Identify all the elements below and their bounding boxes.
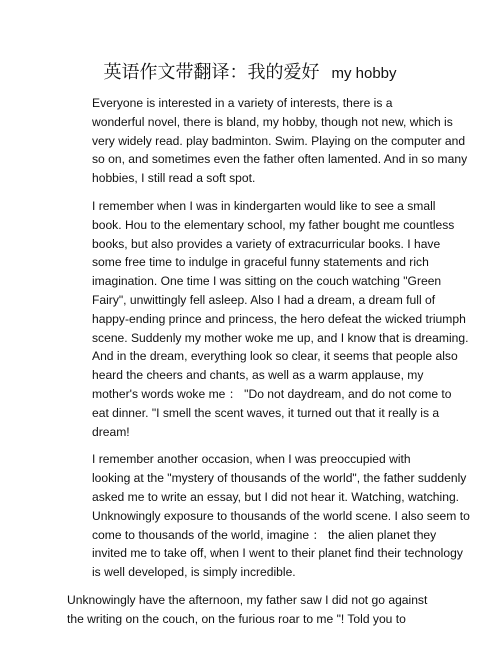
text-line: very widely read. play badminton. Swim. Playing on the computer and: [92, 133, 466, 148]
text-line: I remember another occasion, when I was preoccupied with: [92, 452, 411, 467]
paragraph-2: [67, 197, 469, 441]
document-body: [67, 94, 470, 638]
title-english: my hobby: [331, 65, 397, 82]
text-line: the writing on the couch, on the furious roar to me "! Told you to: [67, 611, 406, 626]
text-line: come to thousands of the world, imagine ： the alien planet they: [92, 527, 437, 542]
text-line: And in the dream, everything look so clear, it seems that people also: [92, 349, 458, 364]
paragraph-1: [67, 94, 468, 188]
text-line: asked me to write an essay, but I did not hear it. Watching, watching.: [92, 489, 460, 504]
text-line: happy-ending prince and princess, the hero defeat the wicked triumph: [92, 311, 466, 326]
text-line: so on, and sometimes even the father often lamented. And in so many: [92, 152, 468, 167]
text-line: hobbies, I still read a soft spot.: [92, 171, 256, 186]
text-line: Fairy", unwittingly fell asleep. Also I had a dream, a dream full of: [92, 292, 436, 307]
text-line: books, but also provides a variety of extracurricular books. I have: [92, 236, 441, 251]
text-line: wonderful novel, there is bland, my hobby, though not new, which is: [92, 114, 453, 129]
text-line: eat dinner. "I smell the scent waves, it turned out that it really is a: [92, 405, 440, 420]
text-line: mother's words woke me ： "Do not daydream, and do not come to: [92, 386, 452, 401]
paragraph-4: [67, 591, 428, 629]
text-line: book. Hou to the elementary school, my father bought me countless: [92, 217, 455, 232]
text-line: invited me to take off, when I went to their planet find their technology: [92, 546, 463, 561]
page-title: [0, 61, 500, 86]
text-line: I remember when I was in kindergarten would like to see a small: [92, 198, 436, 213]
text-line: heard the cheers and chants, as well as a warm applause, my: [92, 368, 424, 383]
text-line: some free time to indulge in graceful funny statements and rich: [92, 255, 429, 270]
paragraph-3: [67, 450, 470, 582]
title-chinese: 英语作文带翻译：我的爱好: [103, 62, 320, 83]
text-line: scene. Suddenly my mother woke me up, and I know that is dreaming.: [92, 330, 469, 345]
text-line: is well developed, is simply incredible.: [92, 565, 296, 580]
text-line: dream!: [92, 424, 130, 439]
text-line: looking at the "mystery of thousands of the world", the father suddenly: [92, 471, 467, 486]
text-line: Everyone is interested in a variety of interests, there is a: [92, 96, 393, 110]
text-line: Unknowingly have the afternoon, my father saw I did not go against: [67, 592, 428, 607]
text-line: imagination. One time I was sitting on the couch watching "Green: [92, 274, 442, 289]
text-line: Unknowingly exposure to thousands of the world scene. I also seem to: [92, 508, 470, 523]
